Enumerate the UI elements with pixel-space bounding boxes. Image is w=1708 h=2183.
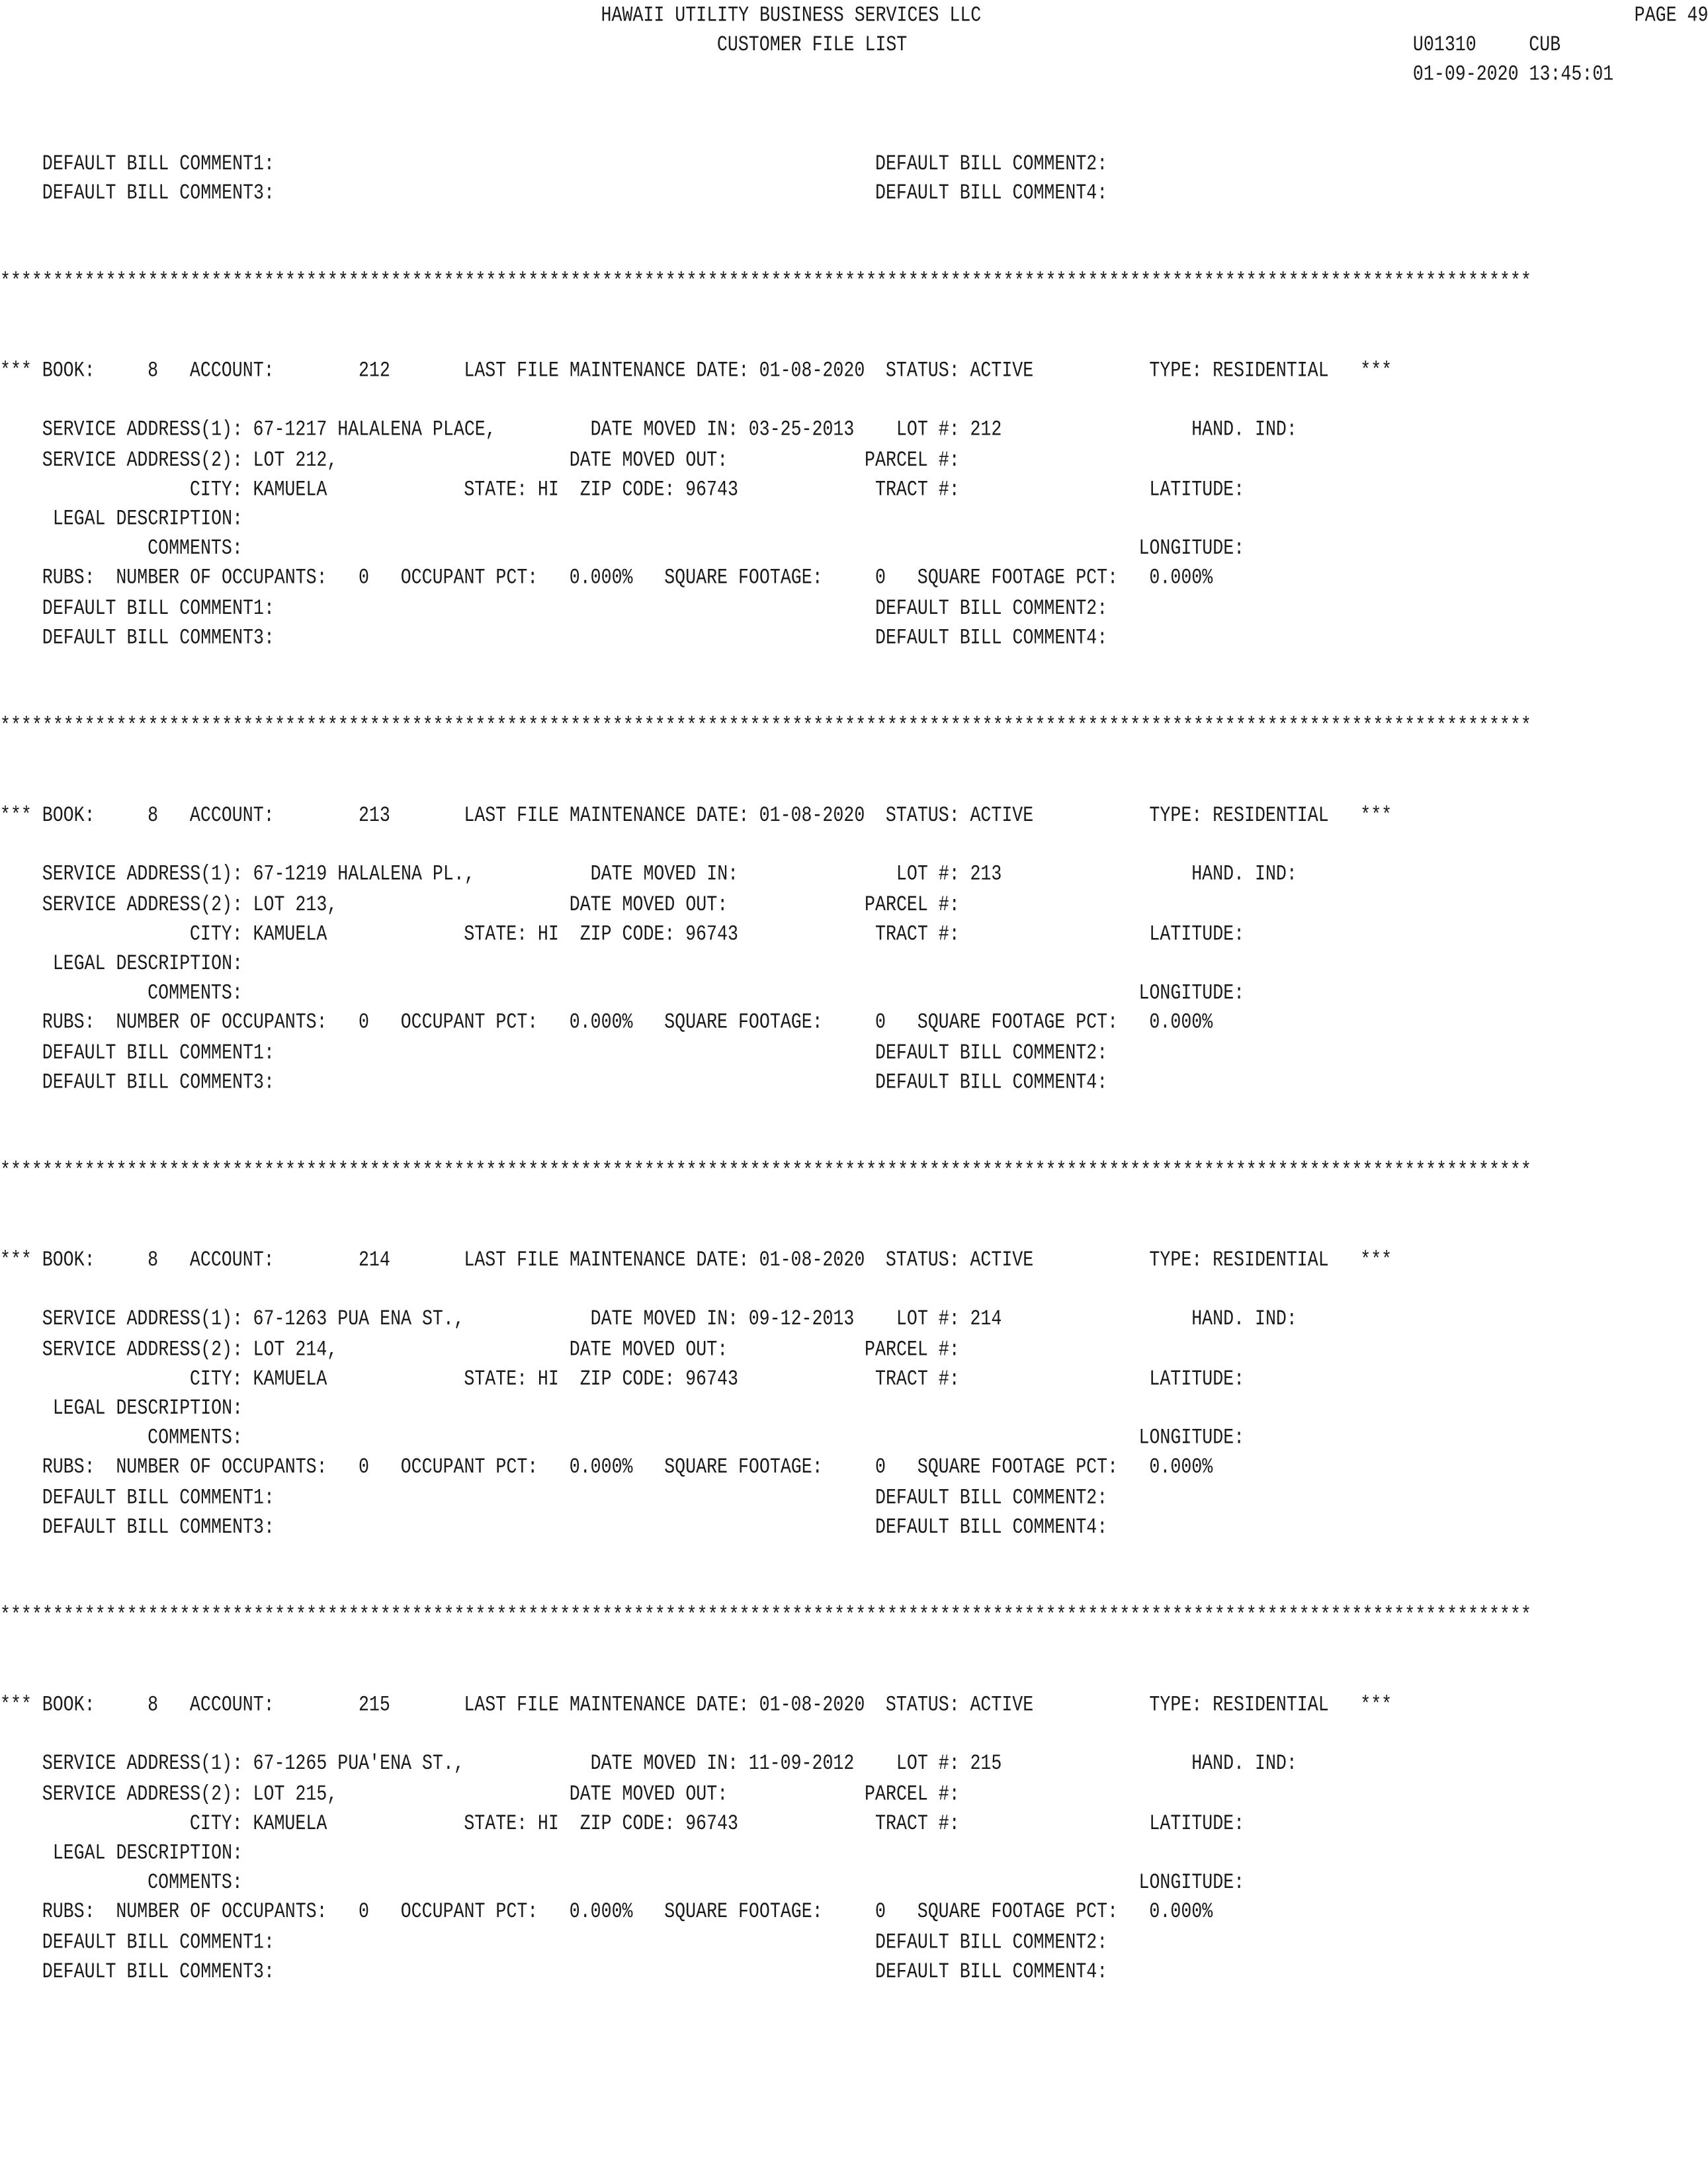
lot-value: 213 xyxy=(970,861,1002,887)
comments-label: COMMENTS: xyxy=(148,1425,243,1451)
type-value: RESIDENTIAL xyxy=(1213,802,1329,828)
comment4-label: DEFAULT BILL COMMENT4: xyxy=(875,624,1108,650)
record-separator xyxy=(0,267,1531,296)
city-label: CITY: xyxy=(189,1810,243,1836)
record-header-line xyxy=(0,1690,1400,1719)
service-address-1-label: SERVICE ADDRESS(1): xyxy=(42,1751,243,1777)
date-moved-in-label: DATE MOVED IN: xyxy=(590,417,739,443)
parcel-label: PARCEL #: xyxy=(865,1781,960,1807)
rubs-line xyxy=(0,1009,1400,1038)
rubs-label: RUBS: xyxy=(42,1009,95,1035)
occupants-value: 0 xyxy=(358,1009,369,1035)
legal-description-label: LEGAL DESCRIPTION: xyxy=(52,1840,243,1865)
separator-stars: ************************************************************************************************************************************************* xyxy=(0,1603,1531,1629)
occupant-pct-label: OCCUPANT PCT: xyxy=(400,565,538,591)
book-value: 8 xyxy=(148,357,159,383)
parcel-label: PARCEL #: xyxy=(865,1336,960,1361)
comments-label: COMMENTS: xyxy=(148,1869,243,1895)
carryover-line-1 xyxy=(0,149,1400,178)
zip-label: ZIP CODE: xyxy=(579,1365,675,1391)
tract-label: TRACT #: xyxy=(875,1810,960,1836)
service-address-2-label: SERVICE ADDRESS(2): xyxy=(42,1336,243,1361)
service-address-2-value: LOT 213, xyxy=(253,891,338,917)
bill-comment-line-1 xyxy=(0,1483,1400,1512)
legal-description-label: LEGAL DESCRIPTION: xyxy=(52,1395,243,1421)
hand-ind-label: HAND. IND: xyxy=(1191,861,1297,887)
type-label: TYPE: xyxy=(1149,357,1203,383)
comment1-label: DEFAULT BILL COMMENT1: xyxy=(42,1929,275,1955)
last-maintenance-value: 01-08-2020 xyxy=(759,357,865,383)
city-value: KAMUELA xyxy=(253,1810,327,1836)
status-value: ACTIVE xyxy=(970,1247,1034,1273)
date-moved-out-label: DATE MOVED OUT: xyxy=(569,1336,728,1361)
record-separator xyxy=(0,1602,1531,1631)
square-footage-pct-label: SQUARE FOOTAGE PCT: xyxy=(917,565,1119,591)
header-line-2 xyxy=(0,30,1561,60)
bill-comment-line-1 xyxy=(0,1039,1400,1068)
last-maintenance-label: LAST FILE MAINTENANCE DATE: xyxy=(464,357,749,383)
bill-comment-line-2 xyxy=(0,1513,1400,1542)
service-address-1-line xyxy=(0,1750,1400,1779)
latitude-label: LATITUDE: xyxy=(1149,1810,1245,1836)
service-address-1-line xyxy=(0,861,1400,890)
hand-ind-label: HAND. IND: xyxy=(1191,1306,1297,1332)
account-value: 213 xyxy=(358,802,390,828)
record-separator xyxy=(0,712,1531,742)
account-label: ACCOUNT: xyxy=(189,802,275,828)
date-moved-in-value: 11-09-2012 xyxy=(748,1751,855,1777)
bill-comment-line-1 xyxy=(0,593,1400,622)
rubs-label: RUBS: xyxy=(42,565,95,591)
lot-label: LOT #: xyxy=(896,1751,960,1777)
longitude-label: LONGITUDE: xyxy=(1138,1425,1245,1451)
parcel-label: PARCEL #: xyxy=(865,447,960,472)
comment1-label: DEFAULT BILL COMMENT1: xyxy=(42,150,275,176)
comments-line xyxy=(0,979,1400,1008)
city-label: CITY: xyxy=(189,1365,243,1391)
carryover-line-2 xyxy=(0,179,1400,208)
lot-label: LOT #: xyxy=(896,417,960,443)
record-separator xyxy=(0,1157,1531,1186)
last-maintenance-value: 01-08-2020 xyxy=(759,802,865,828)
status-value: ACTIVE xyxy=(970,357,1034,383)
comment3-label: DEFAULT BILL COMMENT3: xyxy=(42,624,275,650)
latitude-label: LATITUDE: xyxy=(1149,1365,1245,1391)
legal-description-line xyxy=(0,1394,1400,1423)
occupants-label: NUMBER OF OCCUPANTS: xyxy=(116,565,327,591)
parcel-label: PARCEL #: xyxy=(865,891,960,917)
record-header-line xyxy=(0,1246,1400,1275)
city-value: KAMUELA xyxy=(253,1365,327,1391)
occupants-value: 0 xyxy=(358,1455,369,1480)
service-address-1-value: 67-1263 PUA ENA ST., xyxy=(253,1306,464,1332)
book-label: BOOK: xyxy=(42,1247,95,1273)
rubs-line xyxy=(0,1898,1400,1927)
service-address-2-value: LOT 212, xyxy=(253,447,338,472)
hand-ind-label: HAND. IND: xyxy=(1191,417,1297,443)
tract-label: TRACT #: xyxy=(875,921,960,947)
account-label: ACCOUNT: xyxy=(189,1247,275,1273)
service-address-2-line xyxy=(0,1335,1400,1364)
longitude-label: LONGITUDE: xyxy=(1138,1869,1245,1895)
state-value: HI xyxy=(537,921,559,947)
lot-label: LOT #: xyxy=(896,861,960,887)
comments-label: COMMENTS: xyxy=(148,535,243,561)
occupant-pct-value: 0.000% xyxy=(569,1899,633,1925)
date-moved-out-label: DATE MOVED OUT: xyxy=(569,1781,728,1807)
report-code: CUB xyxy=(1529,31,1561,58)
company-name: HAWAII UTILITY BUSINESS SERVICES LLC xyxy=(601,2,982,28)
occupant-pct-value: 0.000% xyxy=(569,565,633,591)
service-address-1-label: SERVICE ADDRESS(1): xyxy=(42,861,243,887)
occupants-label: NUMBER OF OCCUPANTS: xyxy=(116,1455,327,1480)
last-maintenance-value: 01-08-2020 xyxy=(759,1691,865,1717)
square-footage-label: SQUARE FOOTAGE: xyxy=(664,1455,823,1480)
square-footage-pct-label: SQUARE FOOTAGE PCT: xyxy=(917,1899,1119,1925)
book-value: 8 xyxy=(148,802,159,828)
type-value: RESIDENTIAL xyxy=(1213,1691,1329,1717)
record-marker-right: *** xyxy=(1360,802,1392,828)
comment2-label: DEFAULT BILL COMMENT2: xyxy=(875,595,1108,621)
state-label: STATE: xyxy=(464,921,528,947)
zip-label: ZIP CODE: xyxy=(579,1810,675,1836)
service-address-2-label: SERVICE ADDRESS(2): xyxy=(42,891,243,917)
account-value: 214 xyxy=(358,1247,390,1273)
occupant-pct-label: OCCUPANT PCT: xyxy=(400,1899,538,1925)
state-value: HI xyxy=(537,1810,559,1836)
comments-line xyxy=(0,1868,1400,1897)
service-address-1-line xyxy=(0,415,1400,445)
lot-label: LOT #: xyxy=(896,1306,960,1332)
comment1-label: DEFAULT BILL COMMENT1: xyxy=(42,595,275,621)
lot-value: 214 xyxy=(970,1306,1002,1332)
book-label: BOOK: xyxy=(42,802,95,828)
record-header-line xyxy=(0,801,1400,830)
comment1-label: DEFAULT BILL COMMENT1: xyxy=(42,1484,275,1510)
occupants-value: 0 xyxy=(358,1899,369,1925)
record-marker-right: *** xyxy=(1360,357,1392,383)
date-moved-in-label: DATE MOVED IN: xyxy=(590,861,739,887)
status-label: STATUS: xyxy=(885,1691,960,1717)
record-marker-left: *** xyxy=(0,357,32,383)
city-value: KAMUELA xyxy=(253,921,327,947)
square-footage-value: 0 xyxy=(875,1455,886,1480)
comment2-label: DEFAULT BILL COMMENT2: xyxy=(875,1039,1108,1065)
tract-label: TRACT #: xyxy=(875,1365,960,1391)
date-moved-out-label: DATE MOVED OUT: xyxy=(569,891,728,917)
separator-stars: ************************************************************************************************************************************************* xyxy=(0,1158,1531,1183)
type-value: RESIDENTIAL xyxy=(1213,357,1329,383)
account-label: ACCOUNT: xyxy=(189,1691,275,1717)
legal-description-line xyxy=(0,1839,1400,1868)
occupant-pct-value: 0.000% xyxy=(569,1009,633,1035)
comment3-label: DEFAULT BILL COMMENT3: xyxy=(42,1958,275,1984)
service-address-2-line xyxy=(0,1779,1400,1809)
square-footage-pct-value: 0.000% xyxy=(1149,1009,1213,1035)
zip-value: 96743 xyxy=(685,476,738,502)
square-footage-pct-label: SQUARE FOOTAGE PCT: xyxy=(917,1009,1119,1035)
bill-comment-line-2 xyxy=(0,623,1400,652)
state-label: STATE: xyxy=(464,1810,528,1836)
square-footage-pct-label: SQUARE FOOTAGE PCT: xyxy=(917,1455,1119,1480)
comment3-label: DEFAULT BILL COMMENT3: xyxy=(42,1514,275,1539)
bill-comment-line-2 xyxy=(0,1957,1400,1987)
last-maintenance-label: LAST FILE MAINTENANCE DATE: xyxy=(464,1691,749,1717)
zip-value: 96743 xyxy=(685,921,738,947)
date-moved-in-value: 09-12-2013 xyxy=(748,1306,855,1332)
city-state-zip-line xyxy=(0,1365,1400,1394)
record-header-line xyxy=(0,357,1400,386)
comment2-label: DEFAULT BILL COMMENT2: xyxy=(875,150,1108,176)
comment4-label: DEFAULT BILL COMMENT4: xyxy=(875,1958,1108,1984)
book-label: BOOK: xyxy=(42,357,95,383)
lot-value: 215 xyxy=(970,1751,1002,1777)
service-address-1-line xyxy=(0,1305,1400,1334)
account-value: 215 xyxy=(358,1691,390,1717)
service-address-2-line xyxy=(0,445,1400,474)
last-maintenance-value: 01-08-2020 xyxy=(759,1247,865,1273)
date-moved-in-label: DATE MOVED IN: xyxy=(590,1306,739,1332)
rubs-label: RUBS: xyxy=(42,1455,95,1480)
state-label: STATE: xyxy=(464,476,528,502)
legal-description-line xyxy=(0,505,1400,534)
rubs-label: RUBS: xyxy=(42,1899,95,1925)
city-value: KAMUELA xyxy=(253,476,327,502)
account-value: 212 xyxy=(358,357,390,383)
type-label: TYPE: xyxy=(1149,802,1203,828)
city-state-zip-line xyxy=(0,1809,1400,1838)
city-label: CITY: xyxy=(189,921,243,947)
square-footage-pct-value: 0.000% xyxy=(1149,1455,1213,1480)
service-address-2-label: SERVICE ADDRESS(2): xyxy=(42,1781,243,1807)
type-label: TYPE: xyxy=(1149,1691,1203,1717)
status-label: STATUS: xyxy=(885,1247,960,1273)
square-footage-label: SQUARE FOOTAGE: xyxy=(664,1899,823,1925)
square-footage-label: SQUARE FOOTAGE: xyxy=(664,565,823,591)
longitude-label: LONGITUDE: xyxy=(1138,980,1245,1006)
page-number: PAGE 49 xyxy=(1634,2,1708,28)
bill-comment-line-1 xyxy=(0,1928,1400,1957)
square-footage-value: 0 xyxy=(875,1899,886,1925)
lot-value: 212 xyxy=(970,417,1002,443)
occupant-pct-label: OCCUPANT PCT: xyxy=(400,1009,538,1035)
type-label: TYPE: xyxy=(1149,1247,1203,1273)
date-moved-out-label: DATE MOVED OUT: xyxy=(569,447,728,472)
status-label: STATUS: xyxy=(885,802,960,828)
service-address-1-value: 67-1219 HALALENA PL., xyxy=(253,861,475,887)
comment4-label: DEFAULT BILL COMMENT4: xyxy=(875,1069,1108,1095)
book-value: 8 xyxy=(148,1691,159,1717)
comments-line xyxy=(0,1424,1400,1453)
service-address-1-label: SERVICE ADDRESS(1): xyxy=(42,1306,243,1332)
tract-label: TRACT #: xyxy=(875,476,960,502)
service-address-1-value: 67-1265 PUA'ENA ST., xyxy=(253,1751,464,1777)
comments-line xyxy=(0,535,1400,564)
service-address-2-value: LOT 214, xyxy=(253,1336,338,1361)
occupant-pct-value: 0.000% xyxy=(569,1455,633,1480)
city-label: CITY: xyxy=(189,476,243,502)
service-address-2-value: LOT 215, xyxy=(253,1781,338,1807)
square-footage-pct-value: 0.000% xyxy=(1149,565,1213,591)
comments-label: COMMENTS: xyxy=(148,980,243,1006)
city-state-zip-line xyxy=(0,475,1400,504)
status-value: ACTIVE xyxy=(970,802,1034,828)
service-address-2-label: SERVICE ADDRESS(2): xyxy=(42,447,243,472)
book-label: BOOK: xyxy=(42,1691,95,1717)
service-address-2-line xyxy=(0,890,1400,919)
header-line-1 xyxy=(0,1,1708,30)
status-label: STATUS: xyxy=(885,357,960,383)
book-value: 8 xyxy=(148,1247,159,1273)
occupants-label: NUMBER OF OCCUPANTS: xyxy=(116,1009,327,1035)
legal-description-label: LEGAL DESCRIPTION: xyxy=(52,506,243,532)
occupants-value: 0 xyxy=(358,565,369,591)
comment2-label: DEFAULT BILL COMMENT2: xyxy=(875,1484,1108,1510)
run-datetime: 01-09-2020 13:45:01 xyxy=(1412,61,1614,87)
latitude-label: LATITUDE: xyxy=(1149,921,1245,947)
rubs-line xyxy=(0,1453,1400,1482)
record-marker-left: *** xyxy=(0,802,32,828)
last-maintenance-label: LAST FILE MAINTENANCE DATE: xyxy=(464,1247,749,1273)
type-value: RESIDENTIAL xyxy=(1213,1247,1329,1273)
square-footage-pct-value: 0.000% xyxy=(1149,1899,1213,1925)
state-label: STATE: xyxy=(464,1365,528,1391)
state-value: HI xyxy=(537,476,559,502)
record-marker-left: *** xyxy=(0,1691,32,1717)
occupants-label: NUMBER OF OCCUPANTS: xyxy=(116,1899,327,1925)
comment4-label: DEFAULT BILL COMMENT4: xyxy=(875,180,1108,206)
comment1-label: DEFAULT BILL COMMENT1: xyxy=(42,1039,275,1065)
separator-stars: ************************************************************************************************************************************************* xyxy=(0,269,1531,294)
zip-label: ZIP CODE: xyxy=(579,921,675,947)
record-marker-right: *** xyxy=(1360,1691,1392,1717)
zip-label: ZIP CODE: xyxy=(579,476,675,502)
record-marker-left: *** xyxy=(0,1247,32,1273)
record-marker-right: *** xyxy=(1360,1247,1392,1273)
date-moved-in-label: DATE MOVED IN: xyxy=(590,1751,739,1777)
latitude-label: LATITUDE: xyxy=(1149,476,1245,502)
longitude-label: LONGITUDE: xyxy=(1138,535,1245,561)
square-footage-value: 0 xyxy=(875,1009,886,1035)
comment3-label: DEFAULT BILL COMMENT3: xyxy=(42,1069,275,1095)
rubs-line xyxy=(0,564,1400,593)
zip-value: 96743 xyxy=(685,1810,738,1836)
last-maintenance-label: LAST FILE MAINTENANCE DATE: xyxy=(464,802,749,828)
bill-comment-line-2 xyxy=(0,1068,1400,1097)
legal-description-label: LEGAL DESCRIPTION: xyxy=(52,951,243,976)
header-line-3 xyxy=(0,60,1614,89)
service-address-1-label: SERVICE ADDRESS(1): xyxy=(42,417,243,443)
status-value: ACTIVE xyxy=(970,1691,1034,1717)
comment3-label: DEFAULT BILL COMMENT3: xyxy=(42,180,275,206)
comment4-label: DEFAULT BILL COMMENT4: xyxy=(875,1514,1108,1539)
service-address-1-value: 67-1217 HALALENA PLACE, xyxy=(253,417,496,443)
account-label: ACCOUNT: xyxy=(189,357,275,383)
hand-ind-label: HAND. IND: xyxy=(1191,1751,1297,1777)
square-footage-value: 0 xyxy=(875,565,886,591)
date-moved-in-value: 03-25-2013 xyxy=(748,417,855,443)
city-state-zip-line xyxy=(0,920,1400,949)
state-value: HI xyxy=(537,1365,559,1391)
legal-description-line xyxy=(0,949,1400,978)
occupant-pct-label: OCCUPANT PCT: xyxy=(400,1455,538,1480)
square-footage-label: SQUARE FOOTAGE: xyxy=(664,1009,823,1035)
zip-value: 96743 xyxy=(685,1365,738,1391)
separator-stars: ************************************************************************************************************************************************* xyxy=(0,713,1531,739)
report-title: CUSTOMER FILE LIST xyxy=(716,31,908,58)
comment2-label: DEFAULT BILL COMMENT2: xyxy=(875,1929,1108,1955)
report-id: U01310 xyxy=(1412,31,1476,58)
